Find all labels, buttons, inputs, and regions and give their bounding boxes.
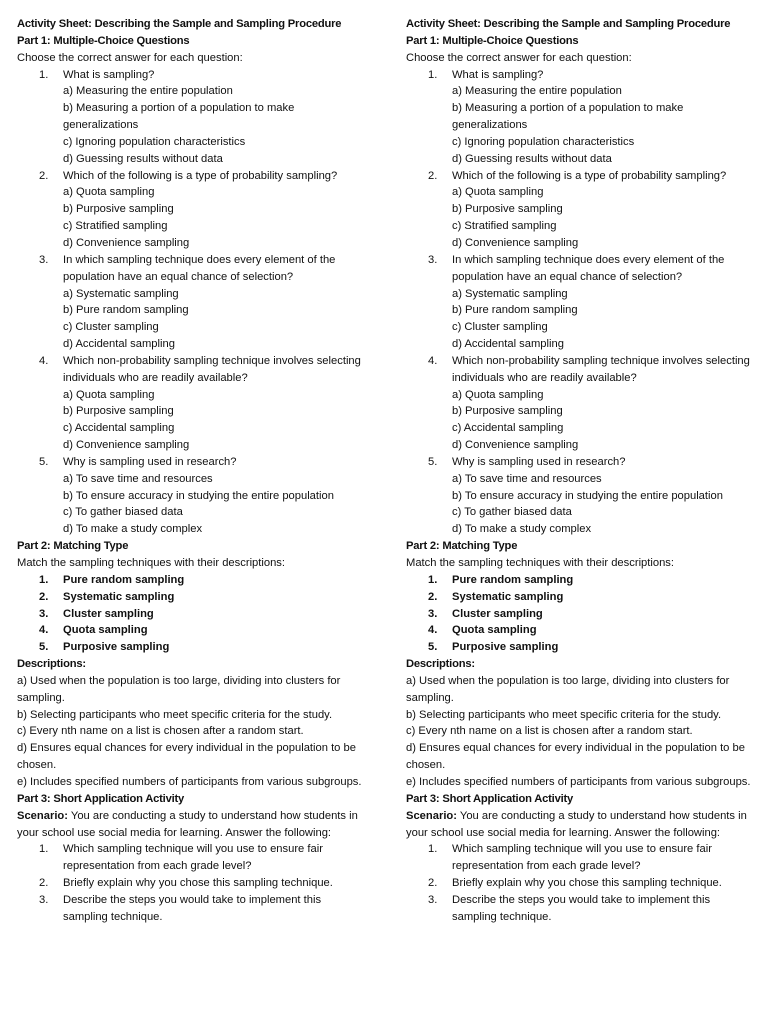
part1-heading: Part 1: Multiple-Choice Questions — [406, 34, 579, 47]
application-item — [406, 892, 752, 926]
answer-option: c) Cluster sampling — [452, 321, 548, 334]
part1-heading: Part 1: Multiple-Choice Questions — [17, 34, 190, 47]
question-text: Which of the following is a type of probability sampling? — [452, 169, 727, 182]
answer-option: b) Purposive sampling — [63, 405, 174, 418]
answer-option: b) Purposive sampling — [452, 203, 563, 216]
question-text: In which sampling technique does every element of the population have an equal chance of selection? — [63, 253, 336, 283]
answer-option: d) Convenience sampling — [63, 236, 190, 249]
application-item — [17, 841, 363, 875]
answer-option: b) Purposive sampling — [63, 203, 174, 216]
technique-name: Purposive sampling — [452, 641, 559, 654]
technique-number: 2. — [39, 590, 49, 603]
application-text: Which sampling technique will you use to ensure fair representation from each grade level? — [63, 843, 323, 873]
answer-option: d) To make a study complex — [63, 523, 203, 536]
application-item — [406, 875, 752, 892]
answer-option: d) Convenience sampling — [452, 236, 579, 249]
scenario-label: Scenario: — [17, 809, 68, 822]
technique-list — [406, 572, 752, 656]
scenario-text: You are conducting a study to understand how students in your school use social media for learning. Answer the following: — [17, 809, 358, 839]
part2-instruction: Match the sampling techniques with their descriptions: — [406, 557, 675, 569]
description-item: c) Every nth name on a list is chosen after a random start. — [17, 725, 304, 738]
technique-item — [406, 572, 752, 589]
answer-option: b) To ensure accuracy in studying the entire population — [452, 489, 723, 502]
answer-option: a) To save time and resources — [452, 472, 602, 485]
question-text: What is sampling? — [63, 68, 155, 81]
part1-instruction: Choose the correct answer for each question: — [17, 51, 243, 64]
technique-item — [17, 589, 363, 606]
descriptions-heading: Descriptions: — [406, 658, 475, 671]
question-number: 3. — [428, 253, 438, 266]
technique-number: 5. — [428, 641, 438, 654]
question-number: 2. — [428, 169, 438, 182]
answer-option: a) To save time and resources — [63, 472, 213, 485]
answer-option: a) Measuring the entire population — [452, 85, 622, 98]
answer-option: b) Measuring a portion of a population to make generalizations — [452, 102, 684, 132]
answer-option: d) Guessing results without data — [452, 152, 612, 165]
technique-item — [406, 606, 752, 623]
question-number: 5. — [39, 455, 49, 468]
answer-option: b) To ensure accuracy in studying the entire population — [63, 489, 334, 502]
technique-name: Purposive sampling — [63, 641, 170, 654]
question-text: In which sampling technique does every element of the population have an equal chance of selection? — [452, 253, 725, 283]
technique-name: Cluster sampling — [452, 607, 543, 620]
question-3 — [17, 252, 363, 353]
description-item: e) Includes specified numbers of participants from various subgroups. — [17, 775, 362, 788]
answer-option: c) Cluster sampling — [63, 321, 159, 334]
technique-number: 3. — [39, 607, 49, 620]
question-number: 2. — [39, 169, 49, 182]
application-number: 1. — [39, 843, 49, 856]
question-5 — [17, 454, 363, 538]
question-number: 1. — [428, 68, 438, 81]
answer-option: a) Systematic sampling — [63, 287, 179, 300]
question-number: 4. — [39, 354, 49, 367]
description-item: e) Includes specified numbers of participants from various subgroups. — [406, 775, 751, 788]
answer-option: c) To gather biased data — [63, 506, 183, 519]
technique-item — [17, 622, 363, 639]
technique-number: 5. — [39, 641, 49, 654]
question-3 — [406, 252, 752, 353]
technique-number: 1. — [428, 573, 438, 586]
question-text: Why is sampling used in research? — [63, 455, 237, 468]
answer-option: a) Quota sampling — [63, 388, 155, 401]
technique-item — [406, 639, 752, 656]
application-text: Describe the steps you would take to implement this sampling technique. — [452, 893, 711, 923]
technique-item — [406, 622, 752, 639]
sheet-column-right — [406, 16, 752, 926]
answer-option: c) Ignoring population characteristics — [63, 135, 246, 148]
technique-item — [17, 639, 363, 656]
application-text: Briefly explain why you chose this sampling technique. — [63, 877, 333, 890]
answer-option: a) Quota sampling — [452, 388, 544, 401]
application-number: 3. — [39, 893, 49, 906]
question-number: 4. — [428, 354, 438, 367]
question-5 — [406, 454, 752, 538]
answer-option: c) Stratified sampling — [63, 220, 168, 233]
technique-item — [17, 606, 363, 623]
question-text: Which of the following is a type of probability sampling? — [63, 169, 338, 182]
question-text: What is sampling? — [452, 68, 544, 81]
scenario-label: Scenario: — [406, 809, 457, 822]
technique-name: Systematic sampling — [452, 590, 564, 603]
question-1 — [17, 67, 363, 168]
answer-option: d) Guessing results without data — [63, 152, 223, 165]
application-number: 1. — [428, 843, 438, 856]
application-item — [406, 841, 752, 875]
description-item: b) Selecting participants who meet specific criteria for the study. — [17, 708, 333, 721]
question-number: 1. — [39, 68, 49, 81]
technique-name: Pure random sampling — [63, 573, 185, 586]
application-number: 3. — [428, 893, 438, 906]
answer-option: a) Measuring the entire population — [63, 85, 233, 98]
answer-option: a) Systematic sampling — [452, 287, 568, 300]
question-text: Which non-probability sampling technique involves selecting individuals who are readily available? — [452, 354, 750, 384]
technique-number: 4. — [39, 624, 49, 637]
answer-option: d) Accidental sampling — [452, 338, 564, 351]
application-item — [17, 892, 363, 926]
answer-option: c) Accidental sampling — [452, 422, 564, 435]
answer-option: b) Purposive sampling — [452, 405, 563, 418]
technique-list — [17, 572, 363, 656]
part3-heading: Part 3: Short Application Activity — [406, 792, 574, 805]
application-text: Briefly explain why you chose this sampling technique. — [452, 877, 722, 890]
question-2 — [17, 168, 363, 252]
technique-name: Systematic sampling — [63, 590, 175, 603]
answer-option: d) Accidental sampling — [63, 338, 175, 351]
application-number: 2. — [39, 877, 49, 890]
part2-instruction: Match the sampling techniques with their descriptions: — [17, 557, 286, 569]
description-item: d) Ensures equal chances for every individual in the population to be chosen. — [406, 742, 745, 772]
scenario-paragraph — [406, 808, 752, 842]
question-number: 3. — [39, 253, 49, 266]
sheet-title: Activity Sheet: Describing the Sample and Sampling Procedure — [17, 18, 342, 30]
question-number: 5. — [428, 455, 438, 468]
question-2 — [406, 168, 752, 252]
scenario-text: You are conducting a study to understand how students in your school use social media for learning. Answer the following: — [406, 809, 747, 839]
answer-option: a) Quota sampling — [452, 186, 544, 199]
application-number: 2. — [428, 877, 438, 890]
question-1 — [406, 67, 752, 168]
technique-name: Quota sampling — [452, 624, 537, 637]
question-text: Why is sampling used in research? — [452, 455, 626, 468]
application-text: Which sampling technique will you use to ensure fair representation from each grade level? — [452, 843, 712, 873]
technique-item — [406, 589, 752, 606]
part1-instruction: Choose the correct answer for each question: — [406, 51, 632, 64]
application-text: Describe the steps you would take to implement this sampling technique. — [63, 893, 322, 923]
description-item: b) Selecting participants who meet specific criteria for the study. — [406, 708, 722, 721]
technique-number: 2. — [428, 590, 438, 603]
answer-option: b) Pure random sampling — [452, 304, 578, 317]
answer-option: c) Accidental sampling — [63, 422, 175, 435]
description-item: d) Ensures equal chances for every individual in the population to be chosen. — [17, 742, 356, 772]
answer-option: d) Convenience sampling — [452, 439, 579, 452]
part3-heading: Part 3: Short Application Activity — [17, 792, 185, 805]
technique-number: 4. — [428, 624, 438, 637]
answer-option: b) Measuring a portion of a population to make generalizations — [63, 102, 295, 132]
descriptions-heading: Descriptions: — [17, 658, 86, 671]
answer-option: d) To make a study complex — [452, 523, 592, 536]
part2-heading: Part 2: Matching Type — [17, 540, 129, 553]
part2-heading: Part 2: Matching Type — [406, 540, 518, 553]
description-item: c) Every nth name on a list is chosen after a random start. — [406, 725, 693, 738]
description-item: a) Used when the population is too large, dividing into clusters for sampling. — [406, 674, 730, 704]
question-4 — [406, 353, 752, 454]
technique-number: 1. — [39, 573, 49, 586]
technique-number: 3. — [428, 607, 438, 620]
technique-name: Pure random sampling — [452, 573, 574, 586]
answer-option: c) Ignoring population characteristics — [452, 135, 635, 148]
technique-name: Quota sampling — [63, 624, 148, 637]
answer-option: a) Quota sampling — [63, 186, 155, 199]
sheet-column-left — [17, 16, 363, 926]
answer-option: c) Stratified sampling — [452, 220, 557, 233]
sheet-title: Activity Sheet: Describing the Sample and Sampling Procedure — [406, 18, 731, 30]
answer-option: b) Pure random sampling — [63, 304, 189, 317]
question-4 — [17, 353, 363, 454]
scenario-paragraph — [17, 808, 363, 842]
answer-option: d) Convenience sampling — [63, 439, 190, 452]
application-item — [17, 875, 363, 892]
technique-name: Cluster sampling — [63, 607, 154, 620]
description-item: a) Used when the population is too large, dividing into clusters for sampling. — [17, 674, 341, 704]
technique-item — [17, 572, 363, 589]
answer-option: c) To gather biased data — [452, 506, 572, 519]
question-text: Which non-probability sampling technique involves selecting individuals who are readily available? — [63, 354, 361, 384]
